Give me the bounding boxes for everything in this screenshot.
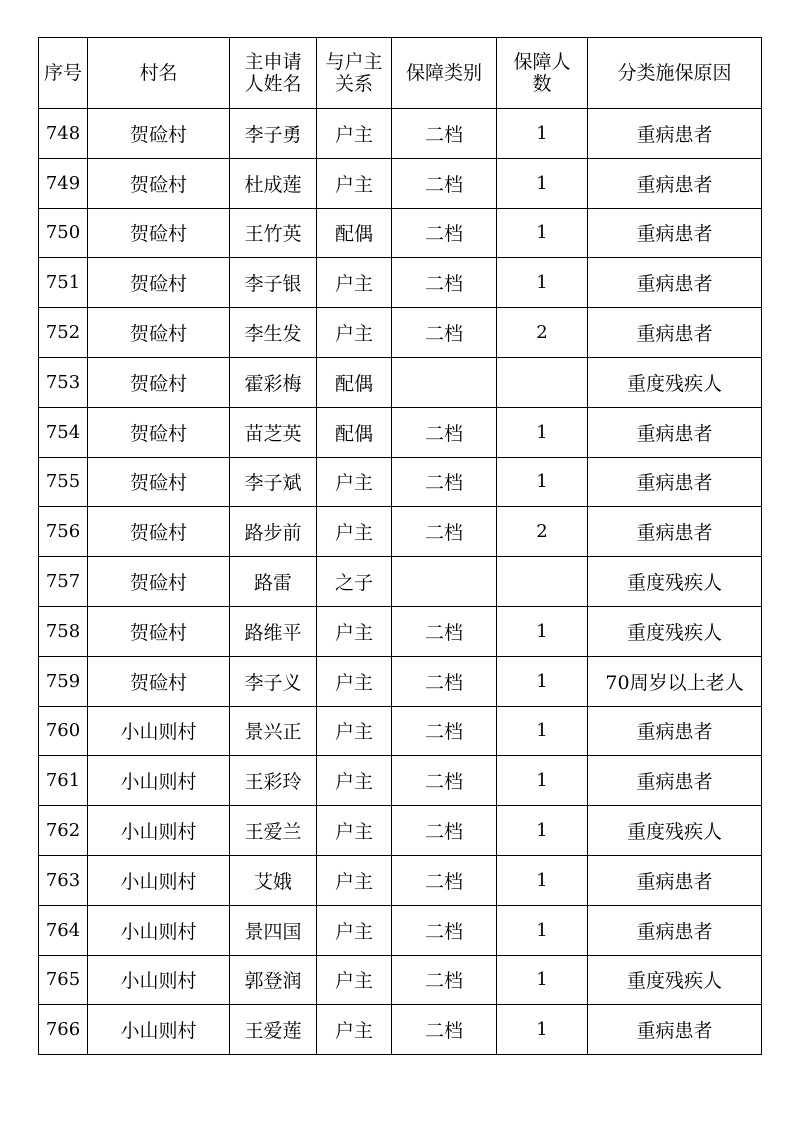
- cell-applicant-name: 郭登润: [230, 955, 317, 1005]
- cell-relation: 配偶: [317, 407, 392, 457]
- cell-seq: 763: [39, 855, 88, 905]
- cell-applicant-name: 路雷: [230, 557, 317, 607]
- cell-reason: 重病患者: [588, 308, 762, 358]
- cell-count: 1: [497, 208, 588, 258]
- cell-seq: 749: [39, 158, 88, 208]
- cell-village: 小山则村: [88, 855, 230, 905]
- cell-relation: 户主: [317, 507, 392, 557]
- cell-seq: 761: [39, 756, 88, 806]
- cell-count: 1: [497, 706, 588, 756]
- cell-village: 小山则村: [88, 706, 230, 756]
- cell-seq: 751: [39, 258, 88, 308]
- table-row: [39, 606, 762, 656]
- cell-applicant-name: 李子斌: [230, 457, 317, 507]
- cell-count: 1: [497, 955, 588, 1005]
- cell-count: 1: [497, 656, 588, 706]
- table-row: [39, 357, 762, 407]
- cell-count: 1: [497, 606, 588, 656]
- cell-applicant-name: 王爱兰: [230, 806, 317, 856]
- cell-count: 1: [497, 1005, 588, 1055]
- table-row: [39, 208, 762, 258]
- cell-category: 二档: [392, 905, 497, 955]
- table-row: [39, 308, 762, 358]
- cell-village: 贺硷村: [88, 258, 230, 308]
- table-row: [39, 507, 762, 557]
- table-row: [39, 158, 762, 208]
- cell-category: 二档: [392, 656, 497, 706]
- cell-applicant-name: 李子义: [230, 656, 317, 706]
- cell-category: 二档: [392, 407, 497, 457]
- cell-village: 小山则村: [88, 806, 230, 856]
- cell-village: 贺硷村: [88, 357, 230, 407]
- table-row: [39, 258, 762, 308]
- cell-relation: 户主: [317, 855, 392, 905]
- cell-village: 小山则村: [88, 1005, 230, 1055]
- table-row: [39, 109, 762, 159]
- cell-seq: 764: [39, 905, 88, 955]
- cell-reason: 重度残疾人: [588, 955, 762, 1005]
- cell-seq: 752: [39, 308, 88, 358]
- cell-category: 二档: [392, 208, 497, 258]
- cell-seq: 760: [39, 706, 88, 756]
- cell-reason: 重病患者: [588, 706, 762, 756]
- cell-reason: 重病患者: [588, 855, 762, 905]
- cell-village: 贺硷村: [88, 208, 230, 258]
- header-relation: 与户主关系: [317, 38, 392, 109]
- cell-reason: 重病患者: [588, 109, 762, 159]
- cell-village: 贺硷村: [88, 557, 230, 607]
- cell-reason: 重病患者: [588, 407, 762, 457]
- table-row: [39, 756, 762, 806]
- table-row: [39, 955, 762, 1005]
- cell-village: 小山则村: [88, 756, 230, 806]
- cell-village: 贺硷村: [88, 656, 230, 706]
- cell-reason: 70周岁以上老人: [588, 656, 762, 706]
- cell-count: 1: [497, 158, 588, 208]
- cell-category: 二档: [392, 606, 497, 656]
- header-applicant: 主申请人姓名: [230, 38, 317, 109]
- cell-relation: 之子: [317, 557, 392, 607]
- cell-village: 贺硷村: [88, 407, 230, 457]
- cell-category: 二档: [392, 855, 497, 905]
- cell-category: 二档: [392, 756, 497, 806]
- cell-count: [497, 357, 588, 407]
- table-row: [39, 457, 762, 507]
- cell-reason: 重度残疾人: [588, 357, 762, 407]
- cell-relation: 户主: [317, 806, 392, 856]
- cell-seq: 765: [39, 955, 88, 1005]
- cell-village: 贺硷村: [88, 507, 230, 557]
- cell-village: 小山则村: [88, 955, 230, 1005]
- cell-count: 2: [497, 507, 588, 557]
- cell-applicant-name: 李子银: [230, 258, 317, 308]
- cell-seq: 748: [39, 109, 88, 159]
- cell-count: [497, 557, 588, 607]
- cell-reason: 重病患者: [588, 905, 762, 955]
- cell-relation: 配偶: [317, 357, 392, 407]
- cell-seq: 756: [39, 507, 88, 557]
- cell-reason: 重度残疾人: [588, 606, 762, 656]
- cell-reason: 重病患者: [588, 208, 762, 258]
- cell-count: 1: [497, 407, 588, 457]
- cell-relation: 户主: [317, 756, 392, 806]
- header-reason: 分类施保原因: [588, 38, 762, 109]
- cell-relation: 户主: [317, 706, 392, 756]
- header-seq: 序号: [39, 38, 88, 109]
- cell-category: 二档: [392, 507, 497, 557]
- cell-seq: 762: [39, 806, 88, 856]
- cell-reason: 重病患者: [588, 1005, 762, 1055]
- cell-count: 1: [497, 855, 588, 905]
- cell-village: 贺硷村: [88, 606, 230, 656]
- cell-category: 二档: [392, 158, 497, 208]
- table-row: [39, 557, 762, 607]
- cell-relation: 户主: [317, 1005, 392, 1055]
- cell-count: 1: [497, 109, 588, 159]
- cell-relation: 户主: [317, 158, 392, 208]
- cell-reason: 重病患者: [588, 457, 762, 507]
- header-village: 村名: [88, 38, 230, 109]
- cell-seq: 758: [39, 606, 88, 656]
- cell-seq: 753: [39, 357, 88, 407]
- cell-seq: 754: [39, 407, 88, 457]
- table-row: [39, 806, 762, 856]
- cell-count: 1: [497, 756, 588, 806]
- table-row: [39, 905, 762, 955]
- cell-applicant-name: 景四国: [230, 905, 317, 955]
- header-count: 保障人数: [497, 38, 588, 109]
- cell-relation: 户主: [317, 955, 392, 1005]
- table-row: [39, 1005, 762, 1055]
- cell-count: 1: [497, 258, 588, 308]
- cell-relation: 户主: [317, 308, 392, 358]
- cell-relation: 户主: [317, 258, 392, 308]
- assistance-table: [38, 37, 762, 1055]
- cell-reason: 重病患者: [588, 756, 762, 806]
- cell-category: 二档: [392, 258, 497, 308]
- cell-seq: 759: [39, 656, 88, 706]
- cell-category: 二档: [392, 109, 497, 159]
- cell-seq: 757: [39, 557, 88, 607]
- cell-count: 1: [497, 457, 588, 507]
- cell-relation: 户主: [317, 457, 392, 507]
- cell-applicant-name: 艾娥: [230, 855, 317, 905]
- cell-applicant-name: 霍彩梅: [230, 357, 317, 407]
- table-body: [39, 109, 762, 1055]
- cell-relation: 户主: [317, 606, 392, 656]
- cell-applicant-name: 王竹英: [230, 208, 317, 258]
- cell-category: [392, 557, 497, 607]
- cell-village: 贺硷村: [88, 308, 230, 358]
- cell-category: 二档: [392, 706, 497, 756]
- cell-seq: 750: [39, 208, 88, 258]
- cell-count: 1: [497, 905, 588, 955]
- cell-village: 小山则村: [88, 905, 230, 955]
- cell-category: 二档: [392, 308, 497, 358]
- cell-seq: 766: [39, 1005, 88, 1055]
- cell-relation: 户主: [317, 905, 392, 955]
- cell-applicant-name: 王彩玲: [230, 756, 317, 806]
- cell-reason: 重病患者: [588, 158, 762, 208]
- header-row: [39, 38, 762, 109]
- cell-reason: 重病患者: [588, 507, 762, 557]
- cell-applicant-name: 王爱莲: [230, 1005, 317, 1055]
- cell-applicant-name: 杜成莲: [230, 158, 317, 208]
- cell-applicant-name: 景兴正: [230, 706, 317, 756]
- cell-applicant-name: 路维平: [230, 606, 317, 656]
- cell-seq: 755: [39, 457, 88, 507]
- cell-count: 2: [497, 308, 588, 358]
- cell-category: [392, 357, 497, 407]
- cell-category: 二档: [392, 806, 497, 856]
- cell-village: 贺硷村: [88, 158, 230, 208]
- cell-reason: 重病患者: [588, 258, 762, 308]
- cell-count: 1: [497, 806, 588, 856]
- cell-applicant-name: 李子勇: [230, 109, 317, 159]
- cell-applicant-name: 李生发: [230, 308, 317, 358]
- cell-category: 二档: [392, 1005, 497, 1055]
- cell-relation: 配偶: [317, 208, 392, 258]
- cell-reason: 重度残疾人: [588, 806, 762, 856]
- table-row: [39, 407, 762, 457]
- cell-village: 贺硷村: [88, 109, 230, 159]
- cell-category: 二档: [392, 955, 497, 1005]
- cell-applicant-name: 苗芝英: [230, 407, 317, 457]
- header-category: 保障类别: [392, 38, 497, 109]
- cell-relation: 户主: [317, 109, 392, 159]
- cell-applicant-name: 路步前: [230, 507, 317, 557]
- cell-village: 贺硷村: [88, 457, 230, 507]
- cell-relation: 户主: [317, 656, 392, 706]
- table-row: [39, 706, 762, 756]
- table-row: [39, 656, 762, 706]
- table-row: [39, 855, 762, 905]
- cell-reason: 重度残疾人: [588, 557, 762, 607]
- cell-category: 二档: [392, 457, 497, 507]
